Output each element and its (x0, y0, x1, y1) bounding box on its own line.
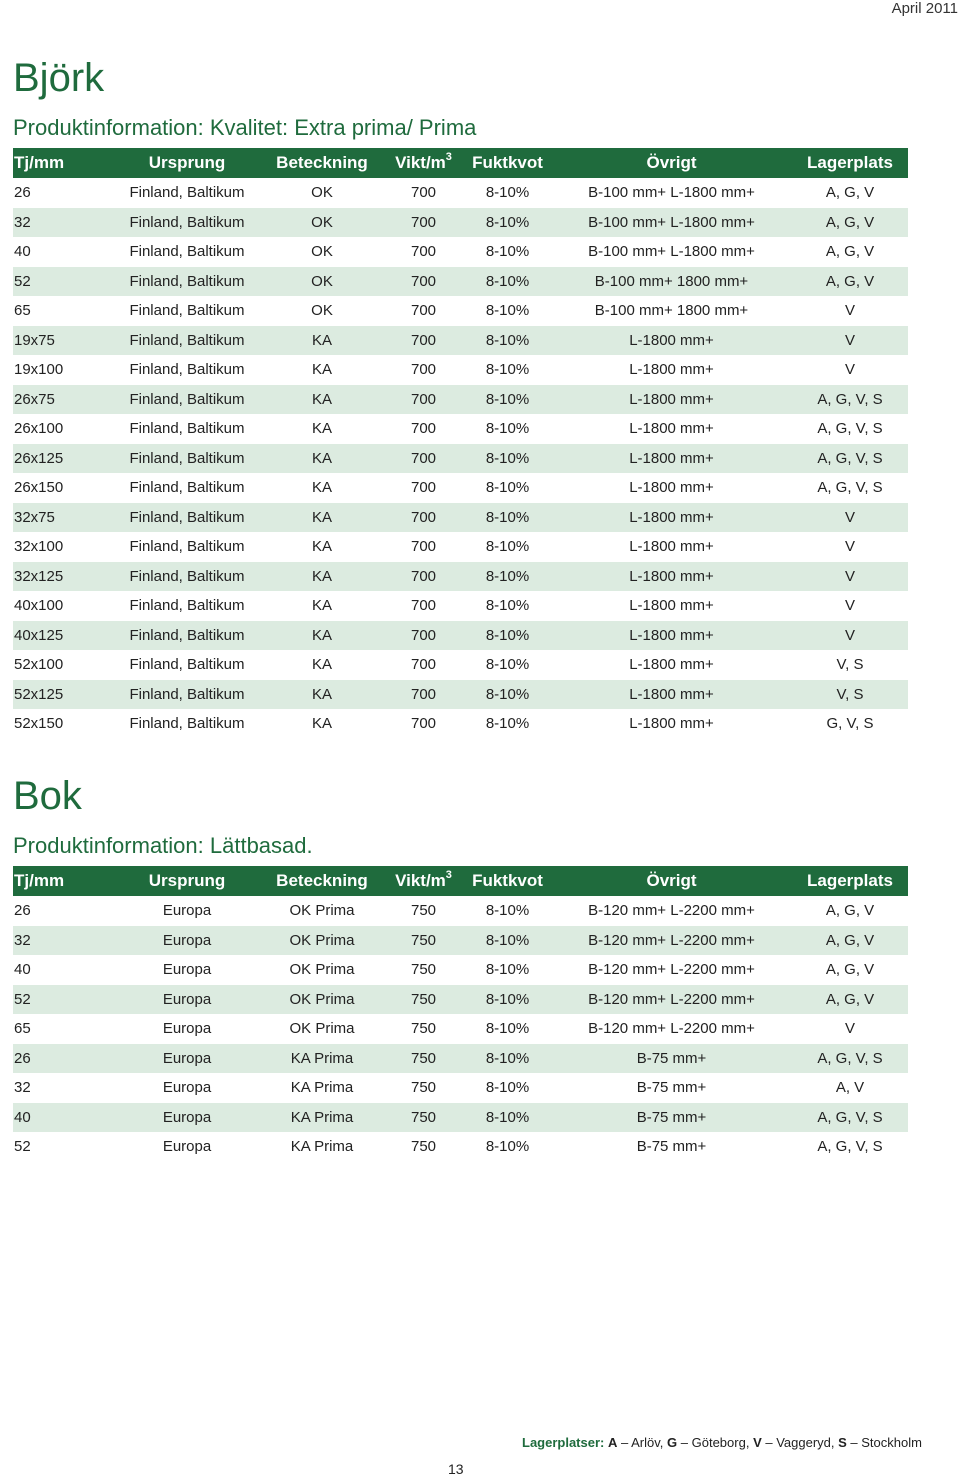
cell-origin: Europa (162, 1079, 212, 1097)
cell-moisture: 8-10% (464, 267, 551, 297)
cell-other: L-1800 mm+ (629, 420, 714, 438)
cell-moisture: 8-10% (485, 597, 530, 615)
table-header-row (13, 866, 908, 896)
cell-moisture: 8-10% (464, 621, 551, 651)
cell-origin: Europa (113, 1103, 261, 1133)
cell-origin: Finland, Baltikum (129, 302, 245, 320)
cell-designation: KA (311, 715, 332, 733)
cell-weight: 750 (410, 1079, 437, 1097)
bok-section (13, 776, 908, 1162)
table-row (13, 955, 908, 985)
cell-moisture: 8-10% (464, 562, 551, 592)
legend-separator: – (846, 1435, 862, 1450)
table-row (13, 355, 908, 385)
cell-location: A, G, V, S (817, 420, 883, 438)
bjork-section (13, 58, 908, 739)
cell-designation: OK Prima (289, 902, 355, 920)
cell-weight: 750 (410, 961, 437, 979)
cell-thickness: 52 (13, 985, 113, 1015)
cell-thickness: 19x100 (14, 361, 64, 379)
cell-weight: 700 (383, 680, 464, 710)
cell-location: A, G, V, S (817, 479, 883, 497)
cell-designation: OK Prima (289, 1020, 355, 1038)
legend-item (753, 1435, 831, 1450)
cell-other: L-1800 mm+ (629, 715, 714, 733)
cell-thickness: 65 (14, 302, 31, 320)
cell-designation: OK (261, 267, 383, 297)
cell-thickness: 32x100 (14, 538, 64, 556)
table-row (13, 926, 908, 956)
cell-weight: 700 (410, 361, 437, 379)
cell-other: B-75 mm+ (636, 1138, 707, 1156)
cell-moisture: 8-10% (485, 420, 530, 438)
cell-designation: KA Prima (261, 1103, 383, 1133)
cell-location: V (792, 503, 908, 533)
table-row (13, 621, 908, 651)
cell-other: B-100 mm+ 1800 mm+ (551, 267, 792, 297)
bok-table-body (13, 896, 908, 1162)
table-header-row (13, 148, 908, 178)
cell-location: V (844, 538, 855, 556)
cell-designation: KA Prima (290, 1138, 354, 1156)
table-row (13, 237, 908, 267)
cell-thickness: 26 (14, 902, 31, 920)
col-header-weight (383, 866, 464, 896)
cell-other: B-75 mm+ (551, 1044, 792, 1074)
cell-origin: Europa (113, 985, 261, 1015)
cell-thickness: 26x150 (14, 479, 64, 497)
cell-location: V (792, 562, 908, 592)
cell-thickness: 65 (14, 1020, 31, 1038)
cell-designation: KA (311, 361, 332, 379)
cell-designation: KA (261, 503, 383, 533)
cell-weight: 700 (410, 479, 437, 497)
legend-item (608, 1435, 660, 1450)
cell-moisture: 8-10% (464, 503, 551, 533)
col-header-weight (383, 148, 464, 178)
cell-weight: 700 (383, 621, 464, 651)
cell-other: L-1800 mm+ (551, 385, 792, 415)
col-header-moisture: Fuktkvot (464, 148, 551, 178)
page-number: 13 (448, 1461, 464, 1477)
cell-designation: OK (311, 184, 333, 202)
cell-thickness: 52 (13, 267, 113, 297)
cell-location: V (844, 361, 855, 379)
legend-separator: – (617, 1435, 632, 1450)
cell-other: L-1800 mm+ (629, 361, 714, 379)
cell-origin: Finland, Baltikum (129, 184, 245, 202)
cell-moisture: 8-10% (464, 208, 551, 238)
cell-other: B-120 mm+ L-2200 mm+ (588, 961, 755, 979)
cell-moisture: 8-10% (485, 656, 530, 674)
cell-origin: Europa (113, 926, 261, 956)
cell-other: L-1800 mm+ (629, 597, 714, 615)
col-header-designation: Beteckning (261, 866, 383, 896)
cell-thickness: 19x75 (13, 326, 113, 356)
cell-location: V, S (836, 656, 864, 674)
col-header-other: Övrigt (551, 866, 792, 896)
weight-label: Vikt/m (395, 153, 446, 172)
cell-origin: Finland, Baltikum (129, 597, 245, 615)
legend-separator: – (761, 1435, 777, 1450)
cell-location: V (844, 302, 855, 320)
bjork-table (13, 148, 908, 739)
legend-name: Stockholm (861, 1435, 922, 1450)
cell-origin: Finland, Baltikum (129, 243, 245, 261)
cell-location: A, G, V (792, 926, 908, 956)
cell-other: L-1800 mm+ (629, 656, 714, 674)
cell-other: L-1800 mm+ (551, 621, 792, 651)
cell-location: V, S (792, 680, 908, 710)
cell-thickness: 32 (13, 926, 113, 956)
cell-weight: 700 (410, 420, 437, 438)
cell-moisture: 8-10% (464, 680, 551, 710)
cell-thickness: 52 (14, 1138, 31, 1156)
table-row (13, 532, 908, 562)
cell-location: A, G, V (792, 267, 908, 297)
table-row (13, 296, 908, 326)
cell-weight: 750 (383, 926, 464, 956)
cell-thickness: 26x100 (14, 420, 64, 438)
storage-locations-legend (522, 1435, 922, 1450)
cell-designation: OK (311, 243, 333, 261)
cell-location: A, G, V (825, 902, 875, 920)
table-row (13, 414, 908, 444)
cell-weight: 750 (383, 1103, 464, 1133)
cell-designation: KA (261, 680, 383, 710)
bok-title: Bok (13, 774, 82, 818)
bjork-subtitle: Produktinformation: Kvalitet: Extra prima/ Prima (13, 115, 477, 140)
cell-other: B-120 mm+ L-2200 mm+ (551, 926, 792, 956)
cell-thickness: 26 (13, 1044, 113, 1074)
table-row (13, 208, 908, 238)
cell-other: L-1800 mm+ (551, 680, 792, 710)
cell-moisture: 8-10% (485, 715, 530, 733)
cell-weight: 700 (410, 243, 437, 261)
cell-moisture: 8-10% (464, 444, 551, 474)
cell-designation: KA (261, 444, 383, 474)
table-row (13, 1014, 908, 1044)
cell-moisture: 8-10% (464, 926, 551, 956)
cell-moisture: 8-10% (485, 1079, 530, 1097)
legend-code: S (838, 1435, 847, 1450)
table-row (13, 326, 908, 356)
cell-weight: 700 (410, 597, 437, 615)
legend-name: Vaggeryd (776, 1435, 831, 1450)
weight-superscript: 3 (445, 151, 452, 163)
cell-moisture: 8-10% (464, 326, 551, 356)
cell-weight: 700 (410, 656, 437, 674)
cell-thickness: 40 (14, 243, 31, 261)
cell-location: A, G, V (825, 243, 875, 261)
cell-moisture: 8-10% (464, 385, 551, 415)
cell-location: A, G, V (792, 985, 908, 1015)
cell-location: A, G, V, S (792, 444, 908, 474)
legend-separator: – (677, 1435, 692, 1450)
cell-moisture: 8-10% (485, 361, 530, 379)
legend-label: Lagerplatser: (522, 1435, 605, 1450)
legend-item (667, 1435, 746, 1450)
cell-other: B-120 mm+ L-2200 mm+ (551, 985, 792, 1015)
bok-table (13, 866, 908, 1162)
cell-designation: KA (311, 656, 332, 674)
cell-other: B-100 mm+ 1800 mm+ (594, 302, 749, 320)
cell-location: A, V (835, 1079, 865, 1097)
cell-thickness: 40 (13, 1103, 113, 1133)
cell-weight: 750 (410, 1138, 437, 1156)
cell-other: B-100 mm+ L-1800 mm+ (588, 184, 755, 202)
weight-superscript: 3 (445, 869, 452, 881)
cell-other: B-75 mm+ (551, 1103, 792, 1133)
cell-weight: 750 (383, 985, 464, 1015)
cell-origin: Finland, Baltikum (129, 715, 245, 733)
cell-thickness: 40 (14, 961, 31, 979)
table-row (13, 1044, 908, 1074)
cell-moisture: 8-10% (464, 985, 551, 1015)
legend-name: Arlöv (631, 1435, 660, 1450)
col-header-moisture: Fuktkvot (464, 866, 551, 896)
legend-code: V (753, 1435, 762, 1450)
cell-designation: OK (261, 208, 383, 238)
weight-label: Vikt/m (395, 871, 446, 890)
cell-moisture: 8-10% (485, 1138, 530, 1156)
legend-code: G (667, 1435, 678, 1450)
cell-weight: 700 (383, 562, 464, 592)
cell-thickness: 40x125 (13, 621, 113, 651)
cell-thickness: 26x125 (13, 444, 113, 474)
cell-location: V (844, 597, 855, 615)
cell-thickness: 32x125 (13, 562, 113, 592)
cell-weight: 700 (383, 444, 464, 474)
cell-designation: KA Prima (290, 1079, 354, 1097)
cell-location: V (792, 326, 908, 356)
cell-location: A, G, V (825, 184, 875, 202)
cell-moisture: 8-10% (485, 961, 530, 979)
cell-origin: Finland, Baltikum (113, 267, 261, 297)
cell-weight: 700 (410, 302, 437, 320)
col-header-other: Övrigt (551, 148, 792, 178)
cell-designation: KA (311, 420, 332, 438)
cell-origin: Europa (113, 1044, 261, 1074)
legend-code: A (608, 1435, 618, 1450)
cell-weight: 700 (383, 326, 464, 356)
cell-location: A, G, V, S (792, 1103, 908, 1133)
bjork-title: Björk (13, 56, 105, 100)
cell-origin: Finland, Baltikum (113, 444, 261, 474)
cell-designation: KA (311, 597, 332, 615)
cell-moisture: 8-10% (485, 479, 530, 497)
cell-thickness: 26x75 (13, 385, 113, 415)
cell-designation: KA (311, 538, 332, 556)
cell-origin: Finland, Baltikum (113, 680, 261, 710)
cell-weight: 700 (410, 184, 437, 202)
cell-location: V (792, 621, 908, 651)
cell-weight: 750 (410, 902, 437, 920)
cell-moisture: 8-10% (485, 302, 530, 320)
table-row (13, 1132, 908, 1162)
cell-designation: OK Prima (289, 961, 355, 979)
cell-other: B-100 mm+ L-1800 mm+ (551, 208, 792, 238)
table-row (13, 680, 908, 710)
cell-moisture: 8-10% (485, 902, 530, 920)
cell-other: L-1800 mm+ (551, 503, 792, 533)
cell-origin: Finland, Baltikum (113, 326, 261, 356)
table-row (13, 591, 908, 621)
cell-location: A, G, V, S (792, 385, 908, 415)
table-row (13, 178, 908, 208)
cell-weight: 700 (410, 715, 437, 733)
cell-weight: 700 (410, 538, 437, 556)
cell-origin: Finland, Baltikum (113, 503, 261, 533)
cell-origin: Finland, Baltikum (129, 479, 245, 497)
cell-designation: OK (311, 302, 333, 320)
table-row (13, 444, 908, 474)
table-row (13, 267, 908, 297)
cell-origin: Finland, Baltikum (113, 562, 261, 592)
cell-designation: OK Prima (261, 985, 383, 1015)
table-row (13, 650, 908, 680)
cell-location: A, G, V (792, 208, 908, 238)
cell-moisture: 8-10% (485, 243, 530, 261)
cell-weight: 700 (383, 385, 464, 415)
cell-designation: KA (261, 621, 383, 651)
cell-origin: Europa (162, 1138, 212, 1156)
cell-origin: Finland, Baltikum (113, 208, 261, 238)
cell-location: A, G, V, S (817, 1138, 883, 1156)
cell-moisture: 8-10% (485, 184, 530, 202)
cell-origin: Europa (162, 1020, 212, 1038)
col-header-location: Lagerplats (792, 148, 908, 178)
table-row (13, 385, 908, 415)
cell-designation: KA (261, 326, 383, 356)
cell-moisture: 8-10% (464, 1103, 551, 1133)
cell-origin: Finland, Baltikum (113, 621, 261, 651)
cell-thickness: 32 (13, 208, 113, 238)
col-header-thickness: Tj/mm (13, 148, 113, 178)
legend-item (838, 1435, 922, 1450)
cell-origin: Finland, Baltikum (113, 385, 261, 415)
table-row (13, 985, 908, 1015)
cell-other: B-100 mm+ L-1800 mm+ (588, 243, 755, 261)
table-row (13, 473, 908, 503)
cell-other: B-75 mm+ (636, 1079, 707, 1097)
col-header-thickness: Tj/mm (13, 866, 113, 896)
cell-other: L-1800 mm+ (551, 444, 792, 474)
table-row (13, 709, 908, 739)
bjork-table-body (13, 178, 908, 739)
cell-location: A, G, V, S (792, 1044, 908, 1074)
page-date: April 2011 (891, 0, 958, 17)
cell-thickness: 52x150 (14, 715, 64, 733)
cell-moisture: 8-10% (464, 1044, 551, 1074)
cell-location: A, G, V (825, 961, 875, 979)
cell-other: L-1800 mm+ (551, 326, 792, 356)
cell-weight: 700 (383, 208, 464, 238)
cell-origin: Finland, Baltikum (129, 420, 245, 438)
cell-other: B-120 mm+ L-2200 mm+ (588, 902, 755, 920)
cell-other: L-1800 mm+ (629, 479, 714, 497)
cell-designation: KA (311, 479, 332, 497)
col-header-designation: Beteckning (261, 148, 383, 178)
cell-thickness: 52x100 (14, 656, 64, 674)
col-header-location: Lagerplats (792, 866, 908, 896)
legend-name: Göteborg (691, 1435, 746, 1450)
table-row (13, 562, 908, 592)
cell-thickness: 32x75 (13, 503, 113, 533)
cell-weight: 750 (410, 1020, 437, 1038)
cell-other: L-1800 mm+ (629, 538, 714, 556)
cell-thickness: 52x125 (13, 680, 113, 710)
cell-other: L-1800 mm+ (551, 562, 792, 592)
cell-moisture: 8-10% (485, 538, 530, 556)
table-row (13, 896, 908, 926)
cell-moisture: 8-10% (485, 1020, 530, 1038)
table-row (13, 503, 908, 533)
cell-thickness: 32 (14, 1079, 31, 1097)
cell-origin: Europa (162, 961, 212, 979)
cell-weight: 750 (383, 1044, 464, 1074)
col-header-origin: Ursprung (113, 866, 261, 896)
col-header-origin: Ursprung (113, 148, 261, 178)
cell-origin: Finland, Baltikum (129, 538, 245, 556)
cell-location: V (844, 1020, 855, 1038)
cell-weight: 700 (383, 503, 464, 533)
cell-origin: Finland, Baltikum (129, 656, 245, 674)
cell-origin: Europa (162, 902, 212, 920)
bok-subtitle: Produktinformation: Lättbasad. (13, 833, 313, 858)
legend-items: A – Arlöv, G – Göteborg, V – Vaggeryd, S – Stockholm (608, 1435, 922, 1450)
table-row (13, 1073, 908, 1103)
cell-designation: KA (261, 385, 383, 415)
cell-location: G, V, S (826, 715, 874, 733)
cell-thickness: 26 (14, 184, 31, 202)
cell-other: B-120 mm+ L-2200 mm+ (588, 1020, 755, 1038)
cell-weight: 700 (383, 267, 464, 297)
table-row (13, 1103, 908, 1133)
cell-origin: Finland, Baltikum (129, 361, 245, 379)
cell-designation: KA (261, 562, 383, 592)
cell-designation: OK Prima (261, 926, 383, 956)
cell-designation: KA Prima (261, 1044, 383, 1074)
cell-thickness: 40x100 (14, 597, 64, 615)
